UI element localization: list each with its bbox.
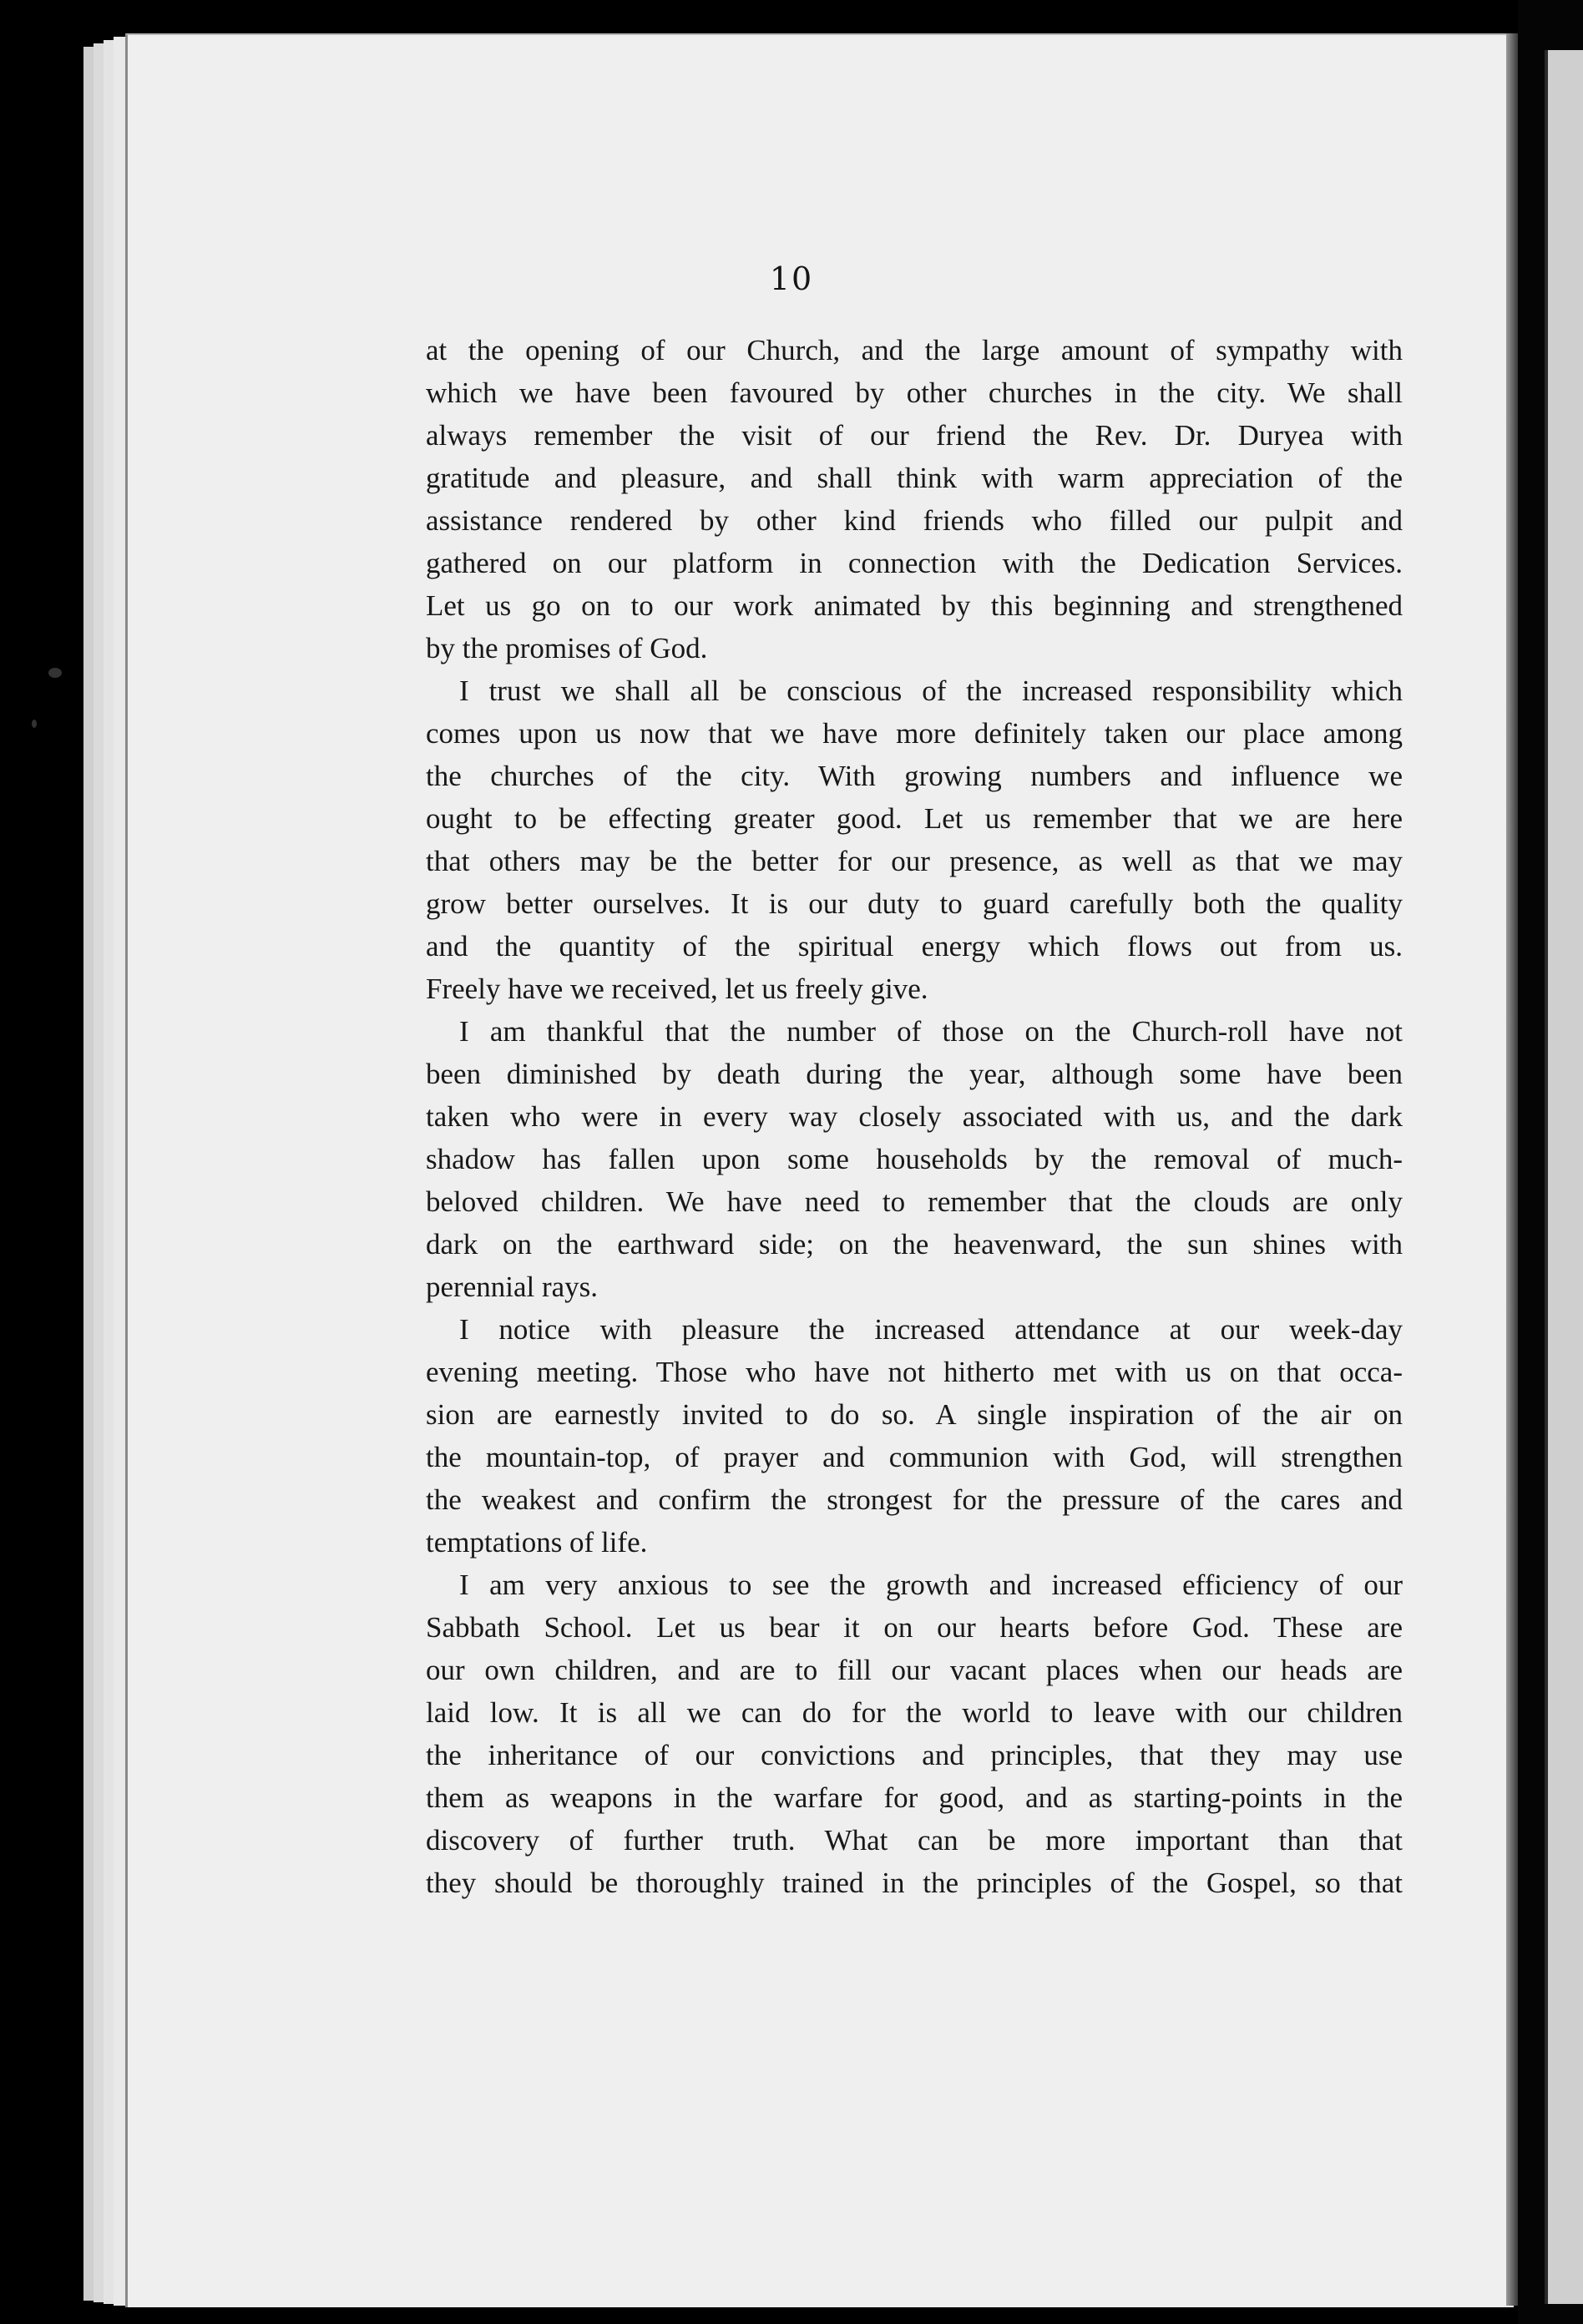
scan-speck	[32, 720, 37, 728]
text-line: shadow has fallen upon some households by the removal of much-	[426, 1143, 1403, 1175]
text-line: the mountain-top, of prayer and communion with God, will strengthen	[426, 1441, 1403, 1473]
text-line: and the quantity of the spiritual energy which flows out from us.	[426, 930, 1403, 962]
text-line: dark on the earthward side; on the heavenward, the sun shines with	[426, 1228, 1403, 1261]
facing-page-edge	[1545, 50, 1583, 2304]
text-line: always remember the visit of our friend the Rev. Dr. Duryea with	[426, 419, 1403, 452]
text-line: ought to be effecting greater good. Let us remember that we are here	[426, 802, 1403, 835]
text-line: laid low. It is all we can do for the world to leave with our children	[426, 1696, 1403, 1729]
text-line: gathered on our platform in connection with the Dedication Services.	[426, 547, 1403, 579]
body-text	[426, 329, 1403, 1904]
text-line: the inheritance of our convictions and principles, that they may use	[426, 1739, 1403, 1771]
text-line: taken who were in every way closely associated with us, and the dark	[426, 1100, 1403, 1133]
text-line: evening meeting. Those who have not hitherto met with us on that occa-	[426, 1356, 1403, 1388]
text-line: perennial rays.	[426, 1271, 599, 1303]
text-line: which we have been favoured by other churches in the city. We shall	[426, 376, 1403, 409]
text-line: been diminished by death during the year, although some have been	[426, 1058, 1403, 1090]
text-line: our own children, and are to fill our vacant places when our heads are	[426, 1654, 1403, 1686]
text-line: the churches of the city. With growing numbers and influence we	[426, 760, 1403, 792]
text-line: Sabbath School. Let us bear it on our hearts before God. These are	[426, 1611, 1403, 1644]
text-line: that others may be the better for our presence, as well as that we may	[426, 845, 1403, 877]
text-line: assistance rendered by other kind friends who filled our pulpit and	[426, 504, 1403, 537]
text-line: Freely have we received, let us freely give.	[426, 973, 928, 1005]
text-line: at the opening of our Church, and the large amount of sympathy with	[426, 334, 1403, 366]
text-line: gratitude and pleasure, and shall think with warm appreciation of the	[426, 462, 1403, 494]
text-line: discovery of further truth. What can be more important than that	[426, 1824, 1403, 1857]
text-line: grow better ourselves. It is our duty to guard carefully both the quality	[426, 887, 1403, 920]
text-line: they should be thoroughly trained in the principles of the Gospel, so that	[426, 1867, 1403, 1899]
text-line: the weakest and confirm the strongest for the pressure of the cares and	[426, 1483, 1403, 1516]
text-line: sion are earnestly invited to do so. A single inspiration of the air on	[426, 1398, 1403, 1431]
text-line: I am very anxious to see the growth and increased efficiency of our	[459, 1569, 1403, 1601]
text-line: them as weapons in the warfare for good, and as starting-points in the	[426, 1781, 1403, 1814]
text-line: comes upon us now that we have more definitely taken our place among	[426, 717, 1403, 750]
scan-speck	[48, 668, 62, 678]
text-line: I notice with pleasure the increased attendance at our week-day	[459, 1313, 1403, 1346]
text-line: Let us go on to our work animated by this beginning and strengthened	[426, 589, 1403, 622]
text-line: I trust we shall all be conscious of the increased responsibility which	[459, 674, 1403, 707]
page-gutter-shadow	[1506, 33, 1518, 2306]
text-line: I am thankful that the number of those on the Church-roll have not	[459, 1015, 1403, 1048]
text-line: temptations of life.	[426, 1526, 648, 1559]
page-number: 10	[769, 260, 814, 297]
text-line: by the promises of God.	[426, 632, 708, 664]
text-line: beloved children. We have need to remember that the clouds are only	[426, 1185, 1403, 1218]
